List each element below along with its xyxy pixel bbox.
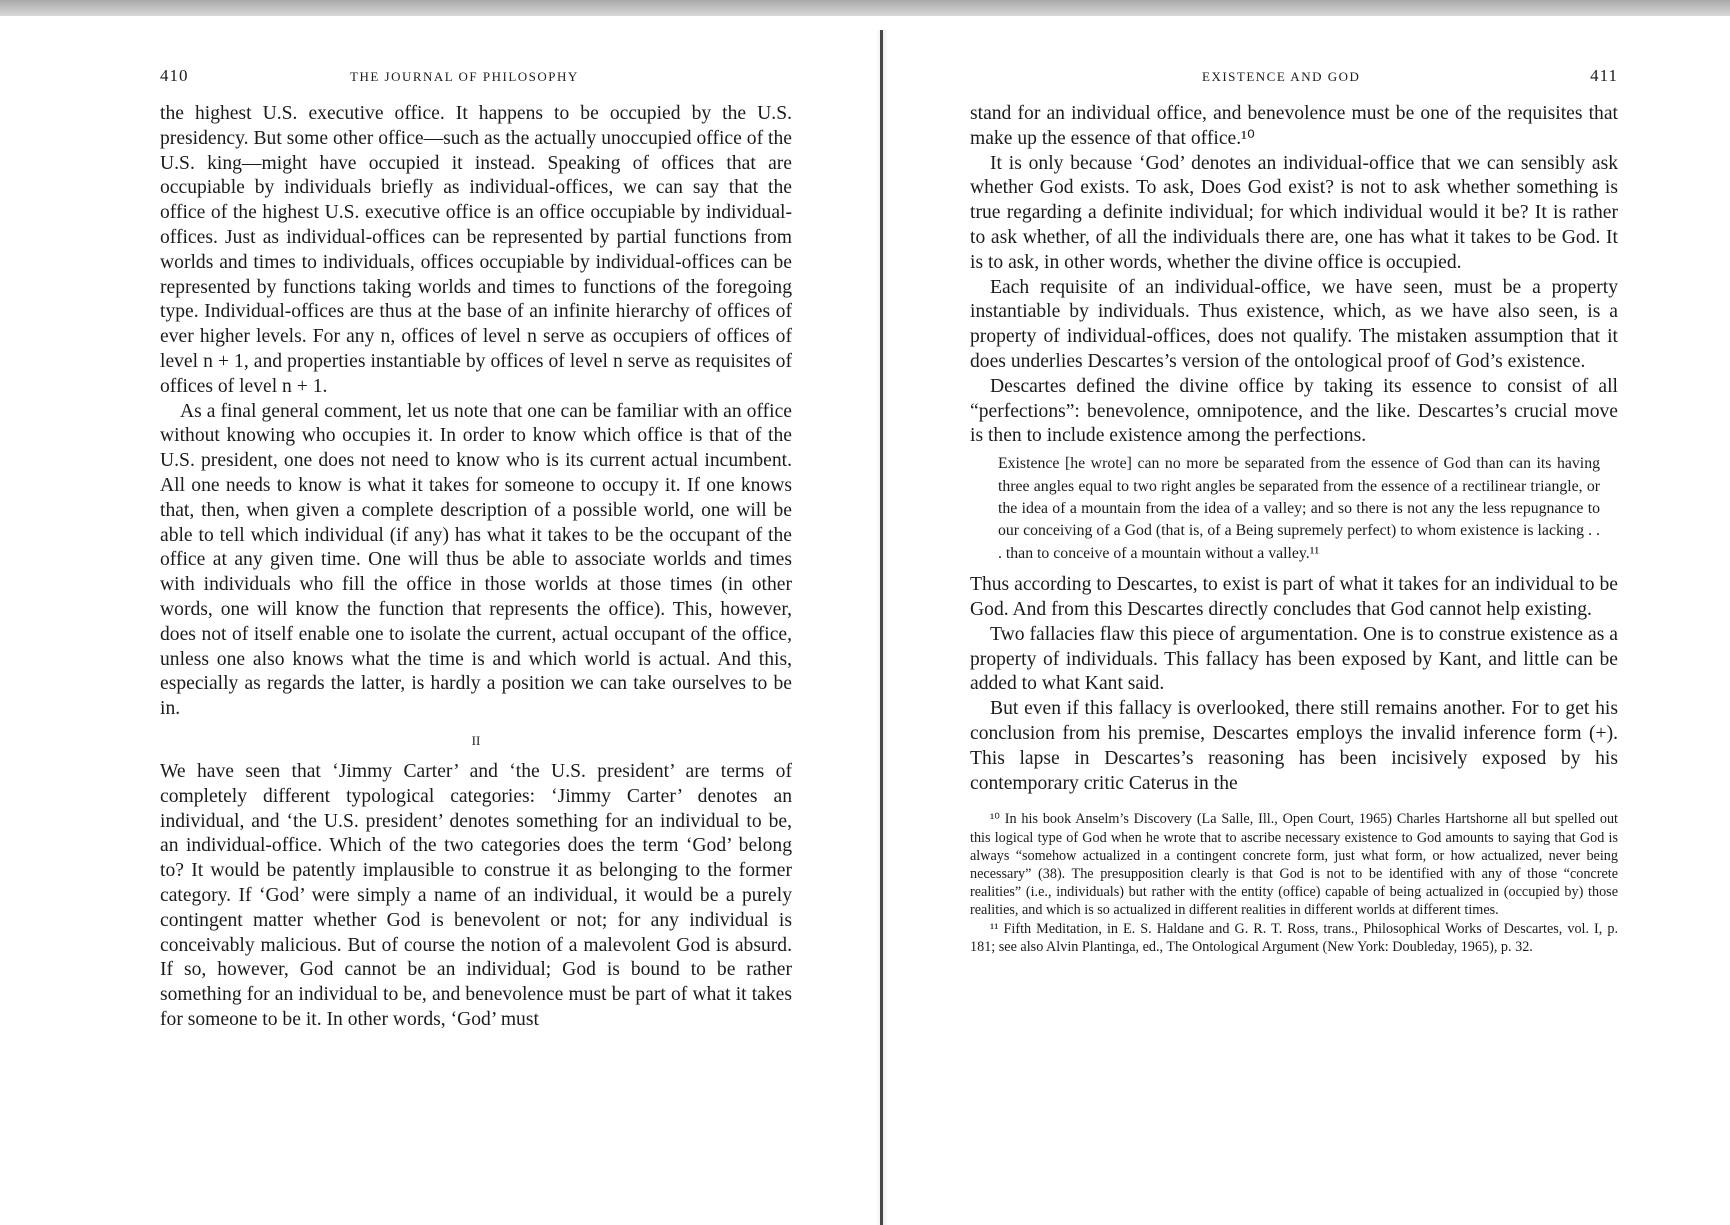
footnote-10: ¹⁰ In his book Anselm’s Discovery (La Salle, Ill., Open Court, 1965) Charles Hartshorne all but spelled out this logical type of God when he wrote that to ascribe necessary existence to God amounts to saying that God is always “somehow actualized in a contingent concrete form, just what form, or how actualized, never being necessary” (38). The presupposition clearly is that God is not to be identified with any of those “concrete realities” (i.e., individuals) but rather with the entity (office) capable of being actualized in (occupied by) those realities, and which is so actualized in different realities in different worlds at different times.	[970, 811, 1618, 919]
footnote-11: ¹¹ Fifth Meditation, in E. S. Haldane and G. R. T. Ross, trans., Philosophical Works of Descartes, vol. I, p. 181; see also Alvin Plantinga, ed., The Ontological Argument (New York: Doubleday, 1965), p. 32.	[970, 920, 1618, 955]
right-paragraph-1: stand for an individual office, and benevolence must be one of the requisites that make up the essence of that office.¹⁰	[970, 103, 1618, 149]
right-paragraph-5: Thus according to Descartes, to exist is part of what it takes for an individual to be God. And from this Descartes directly concludes that God cannot help existing.	[970, 574, 1618, 620]
right-paragraph-2: It is only because ‘God’ denotes an individual-office that we can sensibly ask whether God exists. To ask, Does God exist? is not to ask whether something is true regarding a definite individual; for which individual would it be? It is rather to ask whether, of all the individuals there are, one has what it takes to be God. It is to ask, in other words, whether the divine office is occupied.	[970, 152, 1618, 273]
right-paragraph-4: Descartes defined the divine office by taking its essence to consist of all “perfections”: benevolence, omnipotence, and the like. Descartes’s crucial move is then to include existence among the perfections.	[970, 375, 1618, 447]
right-paragraph-3: Each requisite of an individual-office, we have seen, must be a property instantiable by individuals. Thus existence, which, as we have also seen, is a property of individual-offices, does not qualify. The mistaken assumption that it does underlies Descartes’s version of the ontological proof of God’s existence.	[970, 276, 1618, 372]
right-paragraph-6: Two fallacies flaw this piece of argumentation. One is to construe existence as a property of individuals. This fallacy has been exposed by Kant, and little can be added to what Kant said.	[970, 623, 1618, 695]
journal-title: THE JOURNAL OF PHILOSOPHY	[350, 69, 579, 84]
right-paragraph-7: But even if this fallacy is overlooked, there still remains another. For to get his conclusion from his premise, Descartes employs the invalid inference form (+). This lapse in Descartes’s reasoning has been incisively exposed by his contemporary critic Caterus in the	[970, 698, 1618, 794]
left-paragraph-2: As a final general comment, let us note that one can be familiar with an office without knowing who occupies it. In order to know which office is that of the U.S. president, one does not need to know who is its current actual incumbent. All one needs to know is what it takes for someone to occupy it. If one knows that, then, when given a complete description of a possible world, one will be able to tell which individual (if any) has what it takes to be the occupant of the office at any given time. One will thus be able to associate worlds and times with individuals who fill the office in those worlds at those times (in other words, one will know the function that represents the office). This, however, does not of itself enable one to isolate the current, actual occupant of the office, unless one also knows what the time is and which world is actual. And this, especially as regards the latter, is hardly a position we can take ourselves to be in.	[160, 400, 792, 720]
left-paragraph-3: We have seen that ‘Jimmy Carter’ and ‘the U.S. president’ are terms of completely different typological categories: ‘Jimmy Carter’ denotes an individual, and ‘the U.S. president’ denotes something for an individual to be, an individual-office. Which of the two categories does the term ‘God’ belong to? It would be patently implausible to construe it as belonging to the former category. If ‘God’ were simply a name of an individual, it would be a purely contingent matter whether God is benevolent or not; for any individual is conceivably malicious. But of course the notion of a malevolent God is absurd. If so, however, God cannot be an individual; God is bound to be rather something for an individual to be, and benevolence must be part of what it takes for someone to be it. In other words, ‘God’ must	[160, 760, 792, 1030]
section-title: EXISTENCE AND GOD	[1202, 69, 1361, 84]
left-paragraph-1: the highest U.S. executive office. It happens to be occupied by the U.S. presidency. But some other office—such as the actually unoccupied office of the U.S. king—might have occupied it instead. Speaking of offices that are occupiable by individuals briefly as individual-offices, we can say that the office of the highest U.S. executive office is an office occupiable by individual-offices. Just as individual-offices can be represented by partial functions from worlds and times to individuals, offices occupiable by individual-offices can be represented by functions taking worlds and times to functions of the foregoing type. Individual-offices are thus at the base of an infinite hierarchy of offices of ever higher levels. For any n, offices of level n serve as occupiers of offices of level n + 1, and properties instantiable by offices of level n serve as requisites of offices of level n + 1.	[160, 103, 792, 397]
scan-edge	[0, 0, 1730, 16]
footnotes	[970, 810, 1618, 956]
descartes-quote: Existence [he wrote] can no more be separated from the essence of God than can its having three angles equal to two right angles be separated from the essence of a rectilinear triangle, or the idea of a mountain from the idea of a valley; and so there is not any the less repugnance to our conceiving of a God (that is, of a Being supremely perfect) to whom existence is lacking . . . than to conceive of a mountain without a valley.¹¹	[998, 455, 1600, 562]
left-page	[160, 66, 792, 1033]
right-page	[970, 66, 1618, 956]
book-gutter	[880, 30, 883, 1225]
page-number-right: 411	[1590, 66, 1618, 85]
right-running-head	[970, 66, 1618, 92]
left-running-head	[160, 66, 792, 92]
page-number-left: 410	[160, 66, 189, 85]
section-numeral: II	[471, 732, 481, 748]
